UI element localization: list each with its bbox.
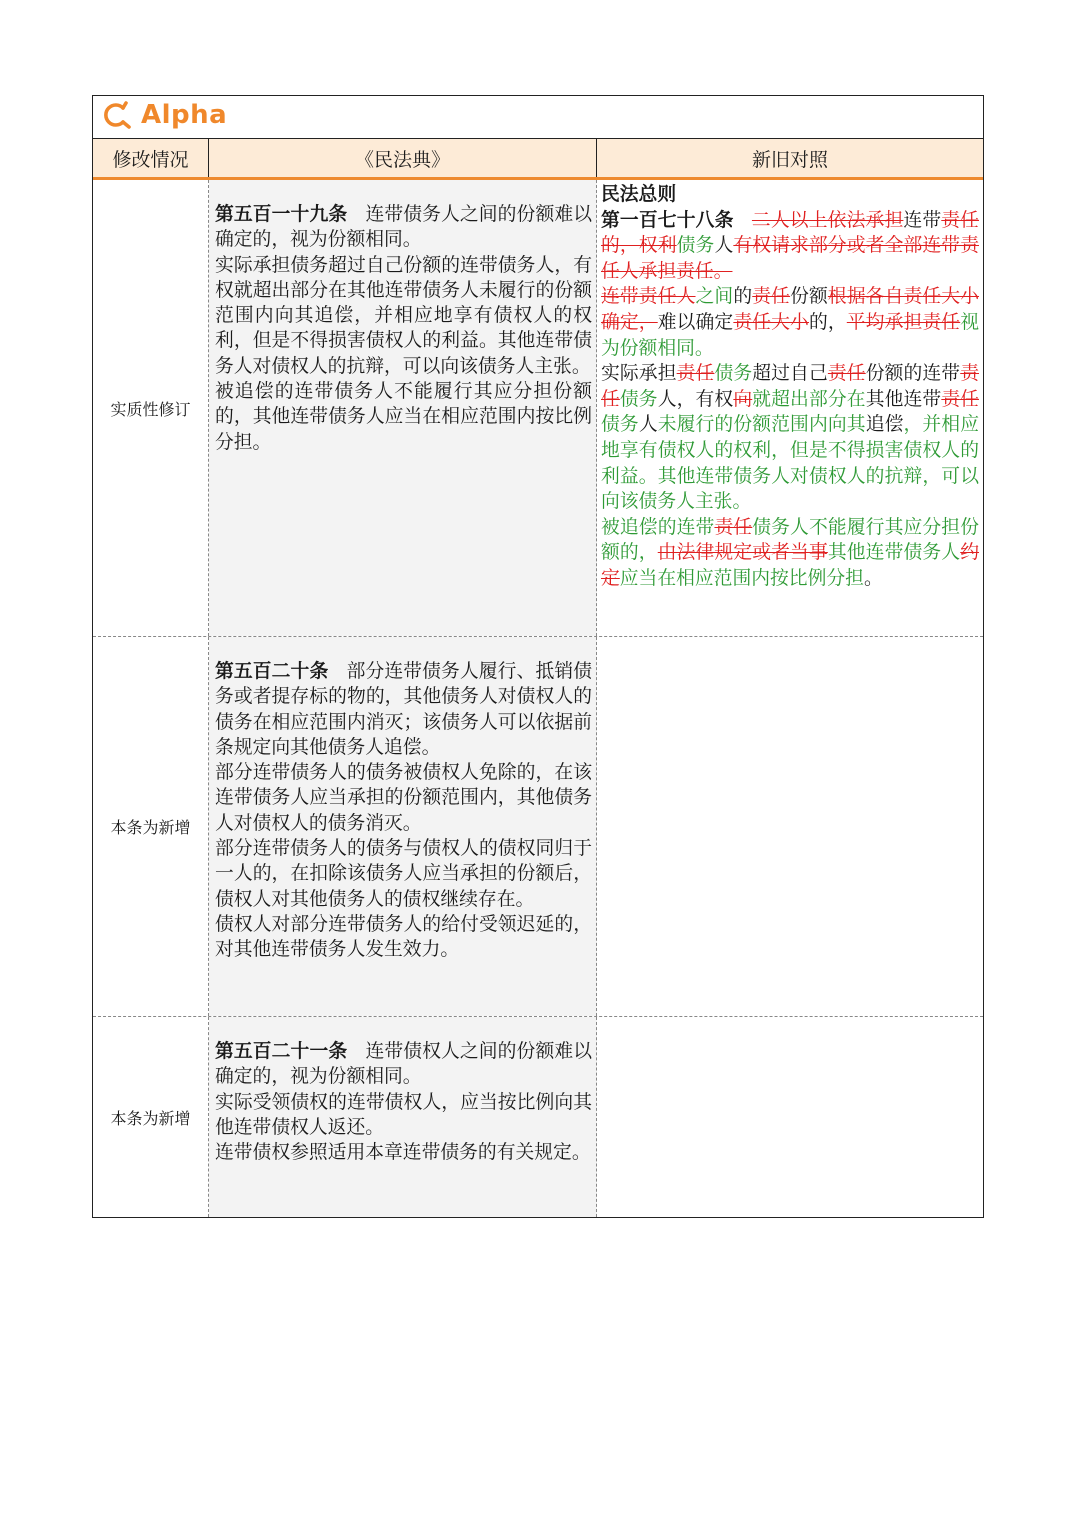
comparison-cell	[597, 180, 983, 636]
inserted-text: 债务	[619, 388, 658, 410]
comparison-table	[92, 95, 984, 1218]
table-row	[93, 637, 983, 1017]
unchanged-text: 份额的连带	[865, 363, 961, 385]
inserted-text: 被追偿的连带	[601, 516, 715, 538]
logo-text: Alpha	[141, 100, 228, 130]
deleted-text: 责任	[714, 516, 753, 538]
deleted-text: 约定	[601, 542, 979, 589]
article-title: 第五百二十条	[215, 661, 329, 682]
article-paragraph: 连带债权参照适用本章连带债务的有关规定。	[215, 1142, 591, 1164]
unchanged-text: 的，	[808, 311, 847, 333]
header-comparison: 新旧对照	[751, 148, 828, 171]
logo	[101, 100, 227, 130]
header-civil-code: 《民法典》	[209, 139, 597, 177]
deleted-text: 根据各自责任大小确定，	[601, 286, 979, 333]
article-paragraph: 实际受领债权的连带债权人，应当按比例向其他连带债权人返还。	[215, 1091, 592, 1138]
deleted-text: 责任	[752, 286, 791, 308]
article-paragraph: 债权人对部分连带债务人的给付受领迟延的，对其他连带债务人发生效力。	[215, 913, 592, 961]
inserted-text: 债务	[676, 235, 715, 257]
alpha-icon	[101, 100, 131, 130]
deleted-text: 二人以上依法承担	[751, 209, 904, 231]
logo-bar	[93, 96, 983, 139]
article-paragraph: 第五百二十一条 连带债权人之间的份额难以确定的，视为份额相同。	[215, 1041, 592, 1088]
article-cell	[209, 637, 597, 1016]
inserted-text: 之间	[695, 286, 734, 308]
article-cell	[209, 180, 597, 636]
deleted-text: 责任	[827, 363, 866, 385]
unchanged-text: 实际承担	[601, 363, 677, 385]
unchanged-text: 份额	[790, 286, 828, 308]
deleted-text: 责任	[601, 363, 979, 410]
article-paragraph: 第五百一十九条 连带债务人之间的份额难以确定的，视为份额相同。	[215, 204, 592, 251]
unchanged-text: 人	[638, 414, 658, 436]
comparison-cell-empty	[597, 637, 983, 1016]
article-title: 第五百二十一条	[215, 1041, 348, 1062]
header-status: 修改情况	[93, 139, 209, 177]
comparison-paragraph	[601, 361, 979, 515]
deleted-text: 平均承担责任	[846, 311, 961, 333]
deleted-text: 向	[733, 388, 753, 410]
article-paragraph: 第五百二十条 部分连带债务人履行、抵销债务或者提存标的物的，其他债务人对债权人的债务在相应范围内消灭；该债务人可以依据前条规定向其他债务人追偿。	[215, 661, 592, 758]
unchanged-text: 难以确定	[657, 311, 734, 333]
deleted-text: 责任的，权利	[601, 209, 979, 257]
table-row	[93, 1017, 983, 1217]
deleted-text: 由法律规定或者当事	[657, 542, 828, 564]
unchanged-text: 其他连带	[865, 388, 942, 410]
comparison-title: 第一百七十八条	[601, 209, 734, 231]
deleted-text: 责任	[676, 363, 715, 385]
table-row	[93, 180, 983, 637]
inserted-text: 视为份额相同。	[601, 311, 979, 359]
comparison-heading: 民法总则	[601, 184, 677, 205]
deleted-text: 责任大小	[733, 311, 809, 333]
unchanged-text: 连带	[903, 209, 942, 231]
comparison-cell-empty	[597, 1017, 983, 1217]
inserted-text: 应当在相应范围内按比例分担	[619, 567, 864, 589]
status-cell: 本条为新增	[93, 1017, 209, 1217]
inserted-text: ，并相应地享有债权人的权利，但是不得损害债权人的利益。其他连带债务人对债权人的抗辩，可以向该债务人主张。	[601, 414, 979, 513]
unchanged-text: 人	[714, 235, 734, 257]
article-cell	[209, 1017, 597, 1217]
unchanged-text: 的	[733, 286, 753, 308]
article-paragraph: 部分连带债务人的债务与债权人的债权同归于一人的，在扣除该债务人应当承担的份额后，债权人对其他债务人的债权继续存在。	[215, 838, 592, 910]
deleted-text: 连带责任人	[601, 286, 696, 308]
article-title: 第五百一十九条	[215, 204, 348, 225]
comparison-paragraph	[601, 284, 979, 361]
inserted-text: 就超出部分在	[752, 388, 866, 410]
inserted-text: 债务	[601, 414, 639, 436]
deleted-text: 有权请求部分或者全部连带责任人承担责任。	[601, 235, 979, 282]
comparison-paragraph	[601, 208, 979, 285]
inserted-text: 其他连带债务人	[827, 542, 961, 564]
status-cell: 实质性修订	[93, 180, 209, 636]
unchanged-text: 人，有权	[657, 388, 734, 410]
inserted-text: 未履行的份额范围内向其	[657, 414, 866, 436]
article-paragraph: 部分连带债务人的债务被债权人免除的，在该连带债务人应当承担的份额范围内，其他债务人对债权人的债务消灭。	[215, 762, 592, 834]
article-paragraph: 实际承担债务超过自己份额的连带债务人，有权就超出部分在其他连带债务人未履行的份额范围内向其追偿，并相应地享有债权人的权利，但是不得损害债权人的利益。其他连带债务人对债权人的抗辩，可以向该债务人主张。	[215, 254, 592, 377]
unchanged-text: 追偿	[865, 414, 904, 436]
unchanged-text: 。	[863, 567, 883, 589]
unchanged-text: 超过自己	[752, 363, 828, 385]
deleted-text: 责任	[941, 388, 979, 410]
inserted-text: 债务	[714, 363, 753, 385]
table-header	[93, 139, 983, 180]
article-paragraph: 被追偿的连带债务人不能履行其应分担份额的，其他连带债务人应当在相应范围内按比例分担。	[215, 381, 592, 453]
inserted-text: 债务人不能履行其应分担份额的，	[601, 516, 979, 564]
comparison-paragraph	[601, 515, 979, 592]
status-cell: 本条为新增	[93, 637, 209, 1016]
